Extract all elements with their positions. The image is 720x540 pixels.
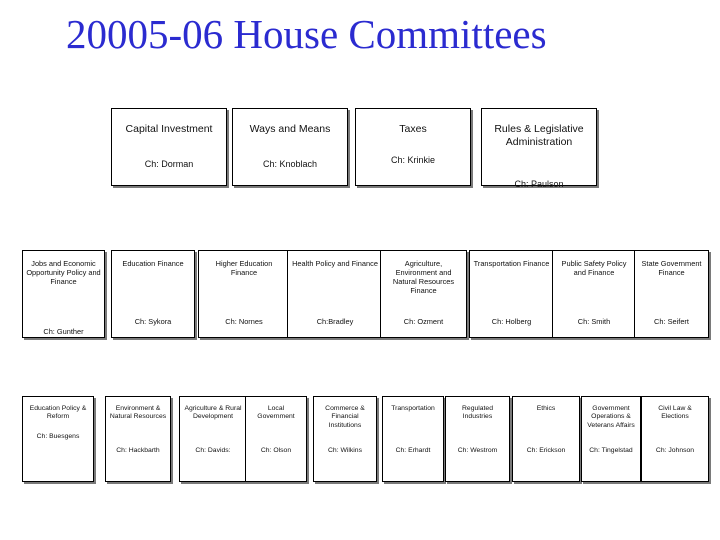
committee-box <box>198 250 290 338</box>
committee-name: Jobs and Economic Opportunity Policy and Finance <box>26 259 101 287</box>
committee-chair: Ch: Paulson <box>514 179 564 189</box>
committee-box <box>512 396 580 482</box>
committee-box <box>641 396 709 482</box>
committee-chair: Ch: Knoblach <box>262 159 318 169</box>
committee-box <box>111 250 195 338</box>
committee-chair: Ch: Westrom <box>457 447 498 454</box>
committee-chair: Ch: Olson <box>260 447 292 454</box>
committee-box <box>245 396 307 482</box>
committee-name: Government Operations & Veterans Affairs <box>587 405 635 429</box>
committee-name: Public Safety Policy and Finance <box>561 259 627 278</box>
committee-name: Rules & Legislative Administration <box>494 123 584 148</box>
committee-name: Ethics <box>536 405 556 412</box>
committee-name: Taxes <box>399 123 427 135</box>
committee-name: Regulated Industries <box>462 405 493 421</box>
committee-name: Education Policy & Reform <box>29 405 87 421</box>
committee-chair: Ch: Smith <box>577 317 611 326</box>
committee-name: Local Government <box>257 405 295 421</box>
page-title: 20005-06 House Committees <box>66 11 547 57</box>
committee-box <box>232 108 348 186</box>
committee-name: Ways and Means <box>249 123 331 135</box>
committee-box <box>22 396 94 482</box>
committee-chair: Ch: Hackbarth <box>116 447 160 454</box>
committee-chair: Ch: Buesgens <box>36 433 80 440</box>
committee-chair: Ch: Dorman <box>144 159 194 169</box>
committee-box <box>105 396 171 482</box>
committee-chair: Ch:Bradley <box>316 317 354 326</box>
committee-box <box>581 396 641 482</box>
committee-box <box>313 396 377 482</box>
committee-name: Civil Law & Elections <box>658 405 692 421</box>
committee-box <box>469 250 554 338</box>
committee-name: Environment & Natural Resources <box>109 405 167 421</box>
committee-name: Transportation <box>391 405 435 412</box>
committee-chair: Ch: Sykora <box>134 317 172 326</box>
committee-name: Agriculture, Environment and Natural Resources Finance <box>392 259 455 296</box>
committee-box <box>552 250 636 338</box>
committee-chair: Ch: Ozment <box>403 317 444 326</box>
committee-chair: Ch: Johnson <box>655 447 695 454</box>
committee-box <box>355 108 471 186</box>
committee-chair: Ch: Erickson <box>526 447 566 454</box>
committee-chair: Ch: Krinkie <box>390 155 435 165</box>
committee-box <box>445 396 510 482</box>
committee-name: Transportation Finance <box>473 259 550 268</box>
committee-box <box>111 108 227 186</box>
committee-name: State Government Finance <box>641 259 702 278</box>
committee-box <box>380 250 467 338</box>
committee-name: Commerce & Financial Institutions <box>325 405 365 429</box>
committee-box <box>634 250 709 338</box>
committee-box <box>287 250 383 338</box>
committee-chair: Ch: Tingelstad <box>589 447 633 454</box>
committee-box <box>22 250 105 338</box>
committee-chair: Ch: Seifert <box>654 317 689 326</box>
committee-chair: Ch: Nornes <box>225 317 263 326</box>
committee-name: Education Finance <box>122 259 184 268</box>
committee-name: Capital Investment <box>125 123 213 135</box>
committee-name: Agriculture & Rural Development <box>184 405 242 421</box>
committee-chair: Ch: Erhardt <box>395 447 431 454</box>
committee-box <box>179 396 247 482</box>
committee-chair: Ch: Holberg <box>491 317 532 326</box>
committee-chair: Ch: Gunther <box>43 327 84 336</box>
committee-name: Health Policy and Finance <box>292 259 378 268</box>
committee-chair: Ch: Davids: <box>195 447 231 454</box>
committee-chair: Ch: Wilkins <box>328 447 362 454</box>
committee-box <box>481 108 597 189</box>
committee-name: Higher Education Finance <box>215 259 273 278</box>
committee-box <box>382 396 444 482</box>
